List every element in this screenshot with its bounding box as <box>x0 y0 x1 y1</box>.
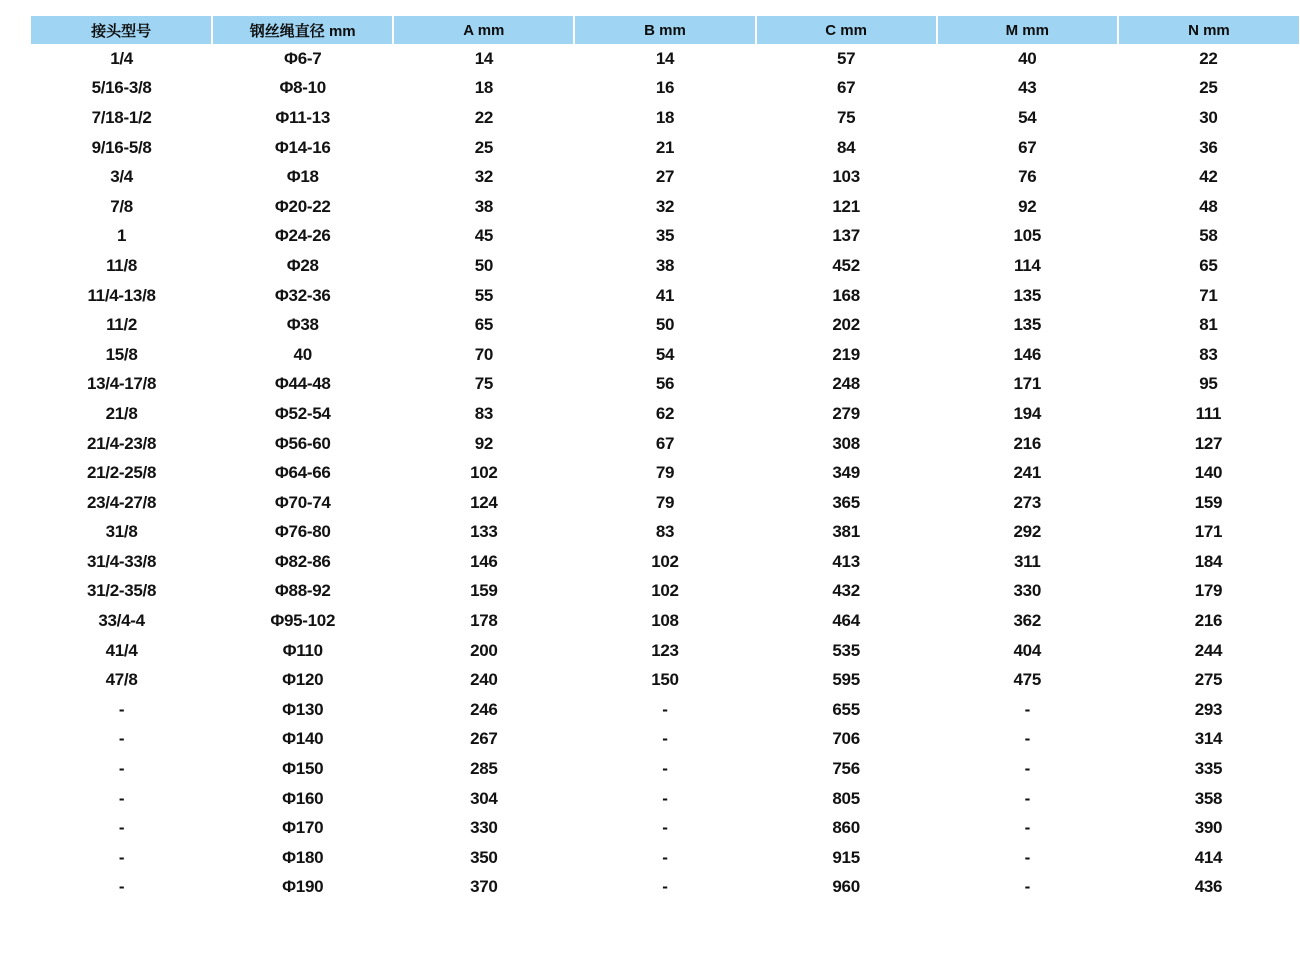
column-header: 钢丝绳直径 mm <box>212 16 393 44</box>
table-cell: 184 <box>1194 551 1223 571</box>
table-row <box>31 399 1299 429</box>
table-cell: 194 <box>1013 403 1041 423</box>
table-cell: 436 <box>1194 877 1223 897</box>
table-cell: 95 <box>1199 374 1218 394</box>
table-cell: 241 <box>1013 463 1041 483</box>
table-cell: - <box>118 699 125 719</box>
table-cell: - <box>662 759 668 779</box>
table-cell: 45 <box>474 226 493 246</box>
table-cell: 50 <box>474 255 493 275</box>
table-row <box>31 74 1299 104</box>
table-cell: 102 <box>470 463 498 483</box>
table-cell: 13/4-17/8 <box>87 374 157 394</box>
table-cell: 14 <box>474 48 493 68</box>
table-cell: 123 <box>651 640 679 660</box>
table-cell: 18 <box>474 78 493 98</box>
table-cell: 25 <box>1199 78 1218 98</box>
table-cell: 102 <box>651 581 679 601</box>
table-cell: - <box>118 759 125 779</box>
table-cell: 135 <box>1013 315 1041 335</box>
spec-table <box>31 16 1299 902</box>
table-cell: 168 <box>832 285 860 305</box>
table-cell: 40 <box>293 344 312 364</box>
table-row <box>31 44 1299 74</box>
table-cell: 75 <box>836 107 856 127</box>
table-cell: Φ18 <box>286 167 319 187</box>
table-row <box>31 518 1299 548</box>
table-cell: 960 <box>832 877 860 897</box>
table-cell: Φ56-60 <box>274 433 331 453</box>
table-cell: Φ140 <box>282 729 324 749</box>
table-cell: 27 <box>655 167 675 187</box>
table-row <box>31 725 1299 755</box>
column-header: M mm <box>937 16 1118 44</box>
table-cell: 860 <box>832 818 860 838</box>
table-cell: 292 <box>1013 522 1041 542</box>
table-cell: 432 <box>832 581 860 601</box>
table-cell: 706 <box>832 729 860 749</box>
table-cell: 178 <box>470 611 498 631</box>
table-cell: 240 <box>470 670 498 690</box>
table-cell: 31/8 <box>105 522 138 542</box>
column-header: 接头型号 <box>31 16 212 44</box>
table-cell: Φ38 <box>286 315 319 335</box>
table-cell: Φ20-22 <box>274 196 331 216</box>
table-cell: 219 <box>832 344 860 364</box>
table-cell: Φ130 <box>282 699 324 719</box>
table-cell: 244 <box>1194 640 1223 660</box>
table-cell: 308 <box>832 433 860 453</box>
table-row <box>31 873 1299 903</box>
table-cell: 285 <box>470 759 498 779</box>
table-cell: 38 <box>655 255 675 275</box>
table-cell: 248 <box>832 374 860 394</box>
table-cell: 21/2-25/8 <box>87 463 157 483</box>
table-cell: 413 <box>832 551 860 571</box>
table-cell: 279 <box>832 403 860 423</box>
table-cell: 79 <box>655 492 675 512</box>
table-cell: Φ76-80 <box>274 522 331 542</box>
table-cell: 56 <box>655 374 675 394</box>
table-cell: 83 <box>474 403 493 423</box>
table-cell: - <box>662 818 668 838</box>
table-cell: 805 <box>832 788 860 808</box>
table-cell: 349 <box>832 463 860 483</box>
table-cell: 146 <box>470 551 498 571</box>
table-cell: 5/16-3/8 <box>91 78 152 98</box>
table-cell: 11/8 <box>106 255 138 275</box>
table-cell: - <box>1024 759 1030 779</box>
table-row <box>31 843 1299 873</box>
table-row <box>31 162 1299 192</box>
column-header: A mm <box>393 16 574 44</box>
table-row <box>31 695 1299 725</box>
table-cell: Φ70-74 <box>274 492 331 512</box>
table-cell: 358 <box>1194 788 1223 808</box>
table-cell: 127 <box>1194 433 1223 453</box>
table-cell: 414 <box>1194 847 1223 867</box>
table-row <box>31 606 1299 636</box>
table-cell: 41/4 <box>105 640 138 660</box>
table-cell: 159 <box>1194 492 1223 512</box>
table-cell: 756 <box>832 759 860 779</box>
table-row <box>31 636 1299 666</box>
column-header: B mm <box>574 16 755 44</box>
table-cell: 114 <box>1014 255 1041 275</box>
table-row <box>31 251 1299 281</box>
table-cell: 655 <box>832 699 860 719</box>
table-cell: 330 <box>470 818 498 838</box>
table-cell: Φ82-86 <box>274 551 331 571</box>
table-cell: 133 <box>470 522 498 542</box>
table-cell: - <box>662 847 668 867</box>
table-cell: 32 <box>474 167 493 187</box>
table-row <box>31 192 1299 222</box>
table-row <box>31 222 1299 252</box>
table-cell: 121 <box>832 196 860 216</box>
table-cell: 42 <box>1199 167 1218 187</box>
table-cell: Φ170 <box>282 818 324 838</box>
table-cell: 7/8 <box>110 196 133 216</box>
table-cell: 16 <box>655 78 675 98</box>
table-cell: 67 <box>655 433 675 453</box>
table-cell: 200 <box>470 640 498 660</box>
table-cell: 102 <box>651 551 679 571</box>
table-cell: 21 <box>655 137 675 157</box>
table-row <box>31 665 1299 695</box>
table-cell: 137 <box>832 226 860 246</box>
table-row <box>31 281 1299 311</box>
table-cell: 146 <box>1013 344 1041 364</box>
table-cell: 304 <box>470 788 498 808</box>
table-cell: - <box>118 788 125 808</box>
table-cell: Φ52-54 <box>274 403 331 423</box>
table-row <box>31 310 1299 340</box>
table-cell: - <box>662 699 668 719</box>
table-cell: 92 <box>474 433 493 453</box>
table-row <box>31 784 1299 814</box>
table-cell: - <box>1024 788 1030 808</box>
table-cell: 35 <box>655 226 675 246</box>
table-cell: 62 <box>655 403 675 423</box>
table-cell: 3/4 <box>110 167 133 187</box>
table-cell: 84 <box>836 137 856 157</box>
table-cell: - <box>662 729 668 749</box>
table-cell: 14 <box>655 48 675 68</box>
table-cell: Φ44-48 <box>274 374 331 394</box>
table-cell: 311 <box>1014 551 1041 571</box>
table-cell: - <box>662 877 668 897</box>
table-cell: 390 <box>1194 818 1223 838</box>
table-cell: 915 <box>832 847 860 867</box>
table-cell: 335 <box>1194 759 1223 779</box>
table-cell: 32 <box>655 196 675 216</box>
table-cell: 79 <box>655 463 675 483</box>
table-cell: 475 <box>1013 670 1041 690</box>
table-cell: 40 <box>1018 48 1037 68</box>
table-cell: 22 <box>474 107 493 127</box>
table-cell: 83 <box>655 522 675 542</box>
table-cell: 75 <box>474 374 493 394</box>
table-cell: - <box>1024 877 1030 897</box>
table-cell: - <box>1024 699 1030 719</box>
table-row <box>31 458 1299 488</box>
table-cell: 33/4-4 <box>98 611 145 631</box>
table-cell: 83 <box>1199 344 1218 364</box>
table-cell: 48 <box>1199 196 1218 216</box>
table-cell: 92 <box>1018 196 1037 216</box>
header-row <box>31 16 1299 44</box>
table-cell: 43 <box>1018 78 1037 98</box>
table-cell: 314 <box>1194 729 1223 749</box>
table-cell: Φ6-7 <box>284 48 322 68</box>
table-cell: Φ150 <box>282 759 324 779</box>
table-cell: 22 <box>1199 48 1218 68</box>
table-cell: - <box>118 729 125 749</box>
table-cell: 216 <box>1194 611 1223 631</box>
table-cell: 70 <box>474 344 493 364</box>
table-cell: Φ190 <box>282 877 324 897</box>
table-cell: 11/2 <box>106 315 138 335</box>
table-cell: 124 <box>470 492 498 512</box>
table-body <box>31 44 1299 902</box>
table-cell: 81 <box>1199 315 1218 335</box>
table-cell: 55 <box>474 285 493 305</box>
table-cell: 50 <box>655 315 675 335</box>
table-cell: 21/4-23/8 <box>87 433 157 453</box>
table-cell: 362 <box>1013 611 1041 631</box>
table-row <box>31 754 1299 784</box>
table-cell: Φ110 <box>282 640 323 660</box>
table-cell: - <box>1024 847 1030 867</box>
table-cell: Φ8-10 <box>279 78 326 98</box>
table-cell: 47/8 <box>105 670 138 690</box>
column-header: C mm <box>756 16 937 44</box>
table-cell: 381 <box>832 522 860 542</box>
table-cell: 370 <box>470 877 498 897</box>
table-cell: 135 <box>1013 285 1041 305</box>
table-row <box>31 340 1299 370</box>
table-cell: 595 <box>832 670 860 690</box>
table-cell: 179 <box>1194 581 1223 601</box>
table-cell: 76 <box>1018 167 1037 187</box>
table-cell: 365 <box>832 492 860 512</box>
table-cell: Φ180 <box>282 847 324 867</box>
table-cell: 7/18-1/2 <box>91 107 152 127</box>
table-row <box>31 577 1299 607</box>
table-cell: 171 <box>1013 374 1041 394</box>
table-cell: 350 <box>470 847 498 867</box>
table-cell: Φ28 <box>286 255 319 275</box>
table-cell: 464 <box>832 611 860 631</box>
table-row <box>31 488 1299 518</box>
table-header <box>31 16 1299 44</box>
table-cell: 65 <box>1199 255 1218 275</box>
table-cell: 9/16-5/8 <box>91 137 152 157</box>
table-row <box>31 103 1299 133</box>
table-cell: 171 <box>1194 522 1223 542</box>
table-cell: 273 <box>1013 492 1041 512</box>
table-cell: - <box>118 877 125 897</box>
table-cell: 11/4-13/8 <box>87 285 156 305</box>
table-cell: Φ120 <box>282 670 324 690</box>
table-cell: Φ11-13 <box>275 107 331 127</box>
table-cell: 67 <box>1018 137 1037 157</box>
table-cell: - <box>1024 729 1030 749</box>
table-cell: - <box>118 818 125 838</box>
table-cell: 103 <box>832 167 860 187</box>
table-cell: 67 <box>836 78 856 98</box>
table-cell: Φ14-16 <box>274 137 331 157</box>
table-cell: 1/4 <box>110 48 133 68</box>
table-cell: 267 <box>470 729 498 749</box>
table-cell: 246 <box>470 699 498 719</box>
table-cell: 58 <box>1199 226 1218 246</box>
table-cell: 57 <box>836 48 856 68</box>
table-cell: 275 <box>1194 670 1223 690</box>
table-cell: 54 <box>1018 107 1037 127</box>
table-cell: 31/2-35/8 <box>87 581 157 601</box>
column-header: N mm <box>1188 21 1230 39</box>
table-cell: 71 <box>1199 285 1218 305</box>
table-cell: 330 <box>1013 581 1041 601</box>
table-row <box>31 813 1299 843</box>
table-cell: 150 <box>651 670 679 690</box>
table-row <box>31 133 1299 163</box>
table-cell: 216 <box>1013 433 1041 453</box>
table-cell: 31/4-33/8 <box>87 551 157 571</box>
table-cell: 21/8 <box>105 403 138 423</box>
table-cell: Φ64-66 <box>274 463 331 483</box>
table-cell: 404 <box>1013 640 1041 660</box>
table-row <box>31 547 1299 577</box>
table-cell: 30 <box>1199 107 1218 127</box>
table-cell: Φ95-102 <box>270 611 336 631</box>
table-cell: 18 <box>655 107 675 127</box>
table-cell: Φ160 <box>282 788 324 808</box>
table-cell: 159 <box>470 581 498 601</box>
table-cell: - <box>118 847 125 867</box>
table-row <box>31 370 1299 400</box>
table-cell: 65 <box>474 315 493 335</box>
table-cell: 23/4-27/8 <box>87 492 157 512</box>
table-cell: 140 <box>1194 463 1223 483</box>
table-cell: 535 <box>832 640 860 660</box>
table-cell: 25 <box>474 137 493 157</box>
table-cell: 105 <box>1013 226 1041 246</box>
table-cell: 1 <box>116 226 127 246</box>
table-cell: Φ24-26 <box>274 226 331 246</box>
table-cell: 293 <box>1194 699 1223 719</box>
table-cell: 38 <box>474 196 493 216</box>
table-cell: - <box>1024 818 1030 838</box>
table-cell: 36 <box>1199 137 1218 157</box>
table-cell: 452 <box>832 255 860 275</box>
table-cell: 41 <box>655 285 675 305</box>
table-cell: - <box>662 788 668 808</box>
spec-table-container <box>31 16 1299 902</box>
table-cell: Φ88-92 <box>274 581 331 601</box>
table-cell: 202 <box>832 315 860 335</box>
table-cell: 108 <box>651 611 679 631</box>
table-cell: 54 <box>655 344 675 364</box>
table-cell: 15/8 <box>105 344 138 364</box>
table-cell: Φ32-36 <box>274 285 331 305</box>
table-row <box>31 429 1299 459</box>
table-cell: 111 <box>1195 403 1222 423</box>
